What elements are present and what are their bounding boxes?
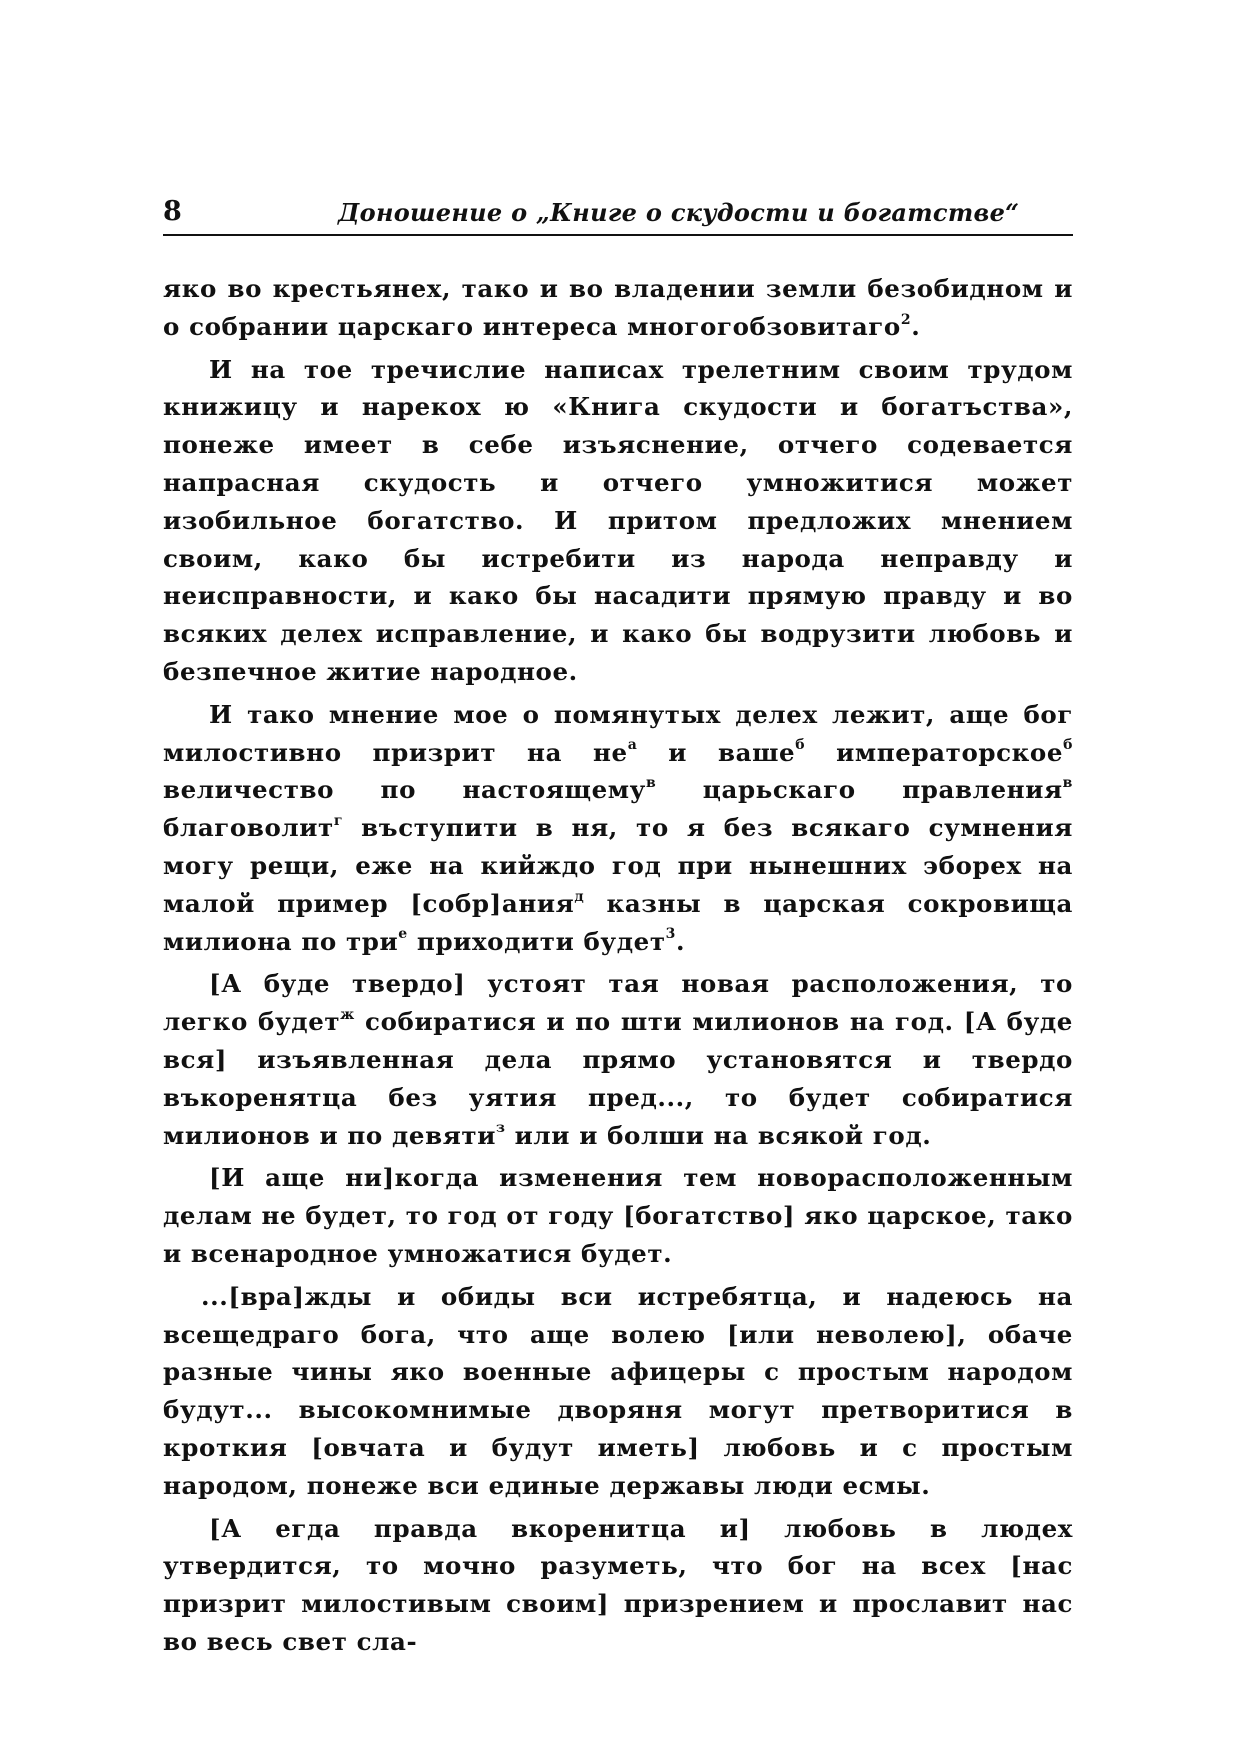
paragraph-text: И тако мнение мое о помянутых делех лежит, аще бог милостивно призрит на не	[163, 699, 1073, 767]
footnote-marker: а	[627, 737, 638, 754]
paragraph	[163, 351, 1073, 691]
paragraph-text: величество по настоящему	[163, 775, 646, 805]
footnote-marker: д	[574, 888, 585, 905]
footnote-marker: з	[495, 1120, 506, 1137]
paragraph-text: казны в царская сокровища милиона по три	[163, 888, 1073, 956]
paragraph-text: .	[675, 926, 686, 956]
paragraph-text: [А буде твердо] устоят тая новая расположения, то легко будет	[163, 969, 1073, 1037]
page-number: 8	[163, 196, 182, 227]
paragraph-text: въступити в ня, то я без всякаго сумнения могу рещи, еже на кийждо год при нынешних эборех на малой пример [собр]ания	[163, 813, 1073, 918]
paragraph	[163, 965, 1073, 1154]
footnote-marker: ж	[340, 1006, 355, 1023]
paragraph-text: .	[911, 311, 921, 341]
paragraph-text: царьскаго правления	[656, 775, 1063, 805]
paragraph-text: ...[вра]жды и обиды вси истребятца, и надеюсь на всещедраго бога, что аще волею [или неволею], обаче разные чины яко военные афицеры с простым народом будут... высокомнимые дворяня могут претворитися в кроткия [овчата и будут иметь] любовь и с простым народом, понеже вси единые державы люди есмы.	[163, 1281, 1073, 1500]
paragraph-text: или и болши на всякой год.	[505, 1120, 932, 1150]
body-text	[163, 270, 1073, 1661]
paragraph-text: благоволит	[163, 813, 334, 843]
paragraph-text: императорское	[805, 737, 1064, 767]
paragraph	[163, 1278, 1073, 1505]
footnote-marker: 2	[900, 311, 912, 328]
paragraph	[163, 1159, 1073, 1272]
paragraph-text: приходити будет	[407, 926, 666, 956]
running-title: Доношение о „Книге о скудости и богатстве“	[338, 198, 1020, 227]
paragraph-text: И на тое тречислие написах трелетним своим трудом книжицу и нарекох ю «Книга скудости и богатъства», понеже имеет в себе изъяснение, отчего содевается напрасная скудость и отчего умножитися может изобильное богатство. И притом предложих мнением своим, како бы истребити из народа неправду и неисправности, и како бы насадити прямую правду и во всяких делех исправление, и како бы водрузити любовь и безпечное житие народное.	[163, 354, 1073, 686]
paragraph-text: [А егда правда вкоренитца и] любовь в людех утвердится, то мочно разуметь, что бог на всех [нас призрит милостивым своим] призрением и прославит нас во весь свет сла-	[163, 1513, 1073, 1656]
footnote-marker: б	[1063, 737, 1074, 754]
paragraph-text: яко во крестьянех, тако и во владении земли безобидном и о собрании царскаго интереса многогобзовитаго	[163, 274, 1073, 341]
page-header	[163, 196, 1073, 236]
footnote-marker: в	[1062, 775, 1073, 792]
header-rule	[163, 234, 1073, 236]
footnote-marker: б	[795, 737, 806, 754]
paragraph	[163, 696, 1073, 961]
footnote-marker: г	[333, 813, 344, 829]
footnote-marker: 3	[665, 926, 676, 943]
paragraph-text: [И аще ни]когда изменения тем новорасположенным делам не будет, то год от году [богатство] яко царское, тако и всенародное умножатися будет.	[163, 1163, 1073, 1268]
footnote-marker: в	[645, 775, 657, 792]
paragraph-text: и ваше	[637, 737, 796, 767]
footnote-marker: е	[398, 926, 408, 943]
paragraph	[163, 270, 1073, 346]
paragraph	[163, 1510, 1073, 1661]
paragraph-text: собиратися и по шти милионов на год. [А буде вся] изъявленная дела прямо установятся и твердо въкоренятца без уятия пред..., то будет собиратися милионов и по девяти	[163, 1007, 1073, 1150]
